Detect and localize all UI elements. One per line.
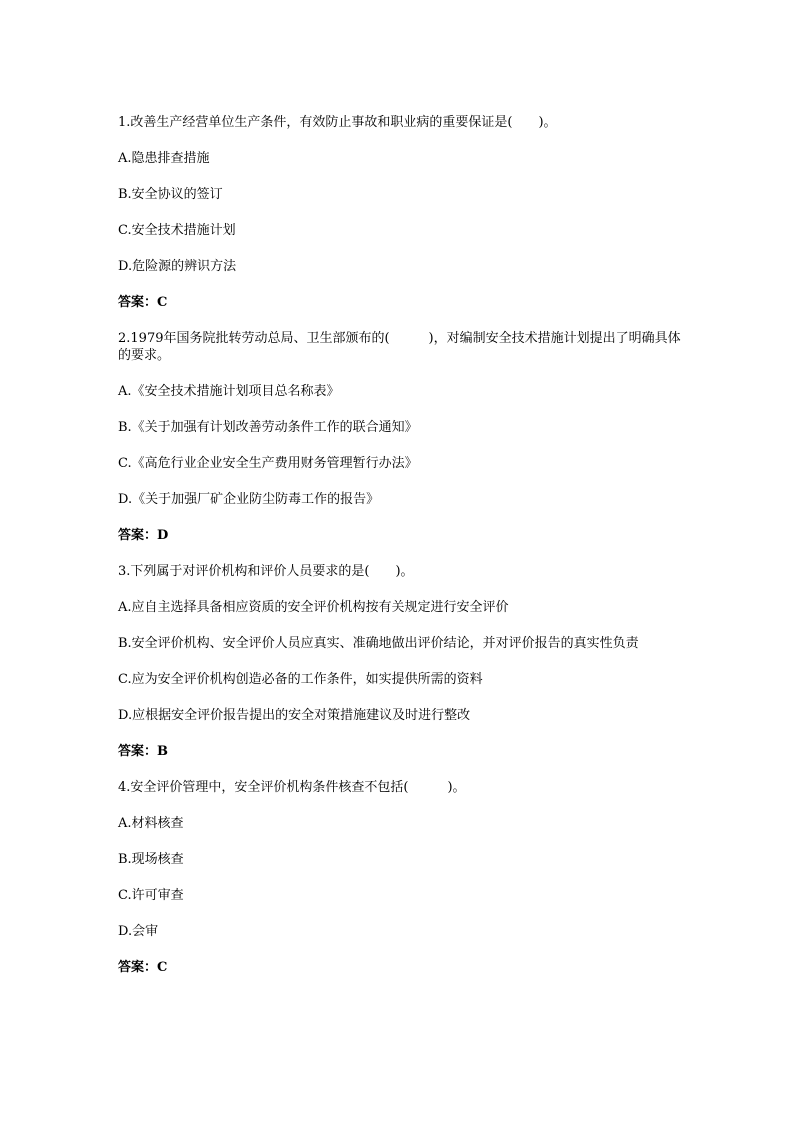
question-4 (118, 779, 684, 976)
question-stem: 1.改善生产经营单位生产条件，有效防止事故和职业病的重要保证是( )。 (118, 115, 557, 130)
question-2 (118, 330, 684, 544)
option-a: A.《安全技术措施计划项目总名称表》 (118, 384, 340, 399)
answer-value: C (157, 960, 168, 975)
option-c: C.许可审查 (118, 888, 184, 903)
option-a: A.材料核查 (118, 816, 184, 831)
answer-label: 答案： (118, 960, 158, 975)
document-page (118, 114, 684, 995)
question-stem: 4.安全评价管理中，安全评价机构条件核查不包括( )。 (118, 780, 466, 795)
option-d: D.《关于加强厂矿企业防尘防毒工作的报告》 (118, 492, 380, 507)
answer (118, 743, 684, 760)
answer (118, 959, 684, 976)
answer-value: B (157, 744, 169, 759)
question-1 (118, 114, 684, 311)
option-b: B.《关于加强有计划改善劳动条件工作的联合通知》 (118, 420, 418, 435)
option-b: B.现场核查 (118, 852, 184, 867)
option-c: C.《高危行业企业安全生产费用财务管理暂行办法》 (118, 456, 418, 471)
option-a: A.应自主选择具备相应资质的安全评价机构按有关规定进行安全评价 (118, 600, 509, 615)
option-d: D.会审 (118, 924, 159, 939)
option-b: B.安全协议的签订 (118, 187, 223, 202)
question-stem: 3.下列属于对评价机构和评价人员要求的是( )。 (118, 564, 414, 579)
option-d: D.危险源的辨识方法 (118, 259, 237, 274)
question-stem: 2.1979年国务院批转劳动总局、卫生部颁布的( )，对编制安全技术措施计划提出了明确具体的要求。 (118, 331, 681, 363)
answer-label: 答案： (118, 295, 158, 310)
answer-value: C (157, 295, 168, 310)
option-c: C.应为安全评价机构创造必备的工作条件，如实提供所需的资料 (118, 672, 483, 687)
option-a: A.隐患排查措施 (118, 151, 210, 166)
answer (118, 527, 684, 544)
answer-label: 答案： (118, 744, 158, 759)
answer-label: 答案： (118, 528, 158, 543)
option-b: B.安全评价机构、安全评价人员应真实、准确地做出评价结论，并对评价报告的真实性负责 (118, 636, 639, 651)
answer (118, 294, 684, 311)
answer-value: D (157, 528, 169, 543)
option-d: D.应根据安全评价报告提出的安全对策措施建议及时进行整改 (118, 708, 471, 723)
question-3 (118, 563, 684, 760)
option-c: C.安全技术措施计划 (118, 223, 236, 238)
